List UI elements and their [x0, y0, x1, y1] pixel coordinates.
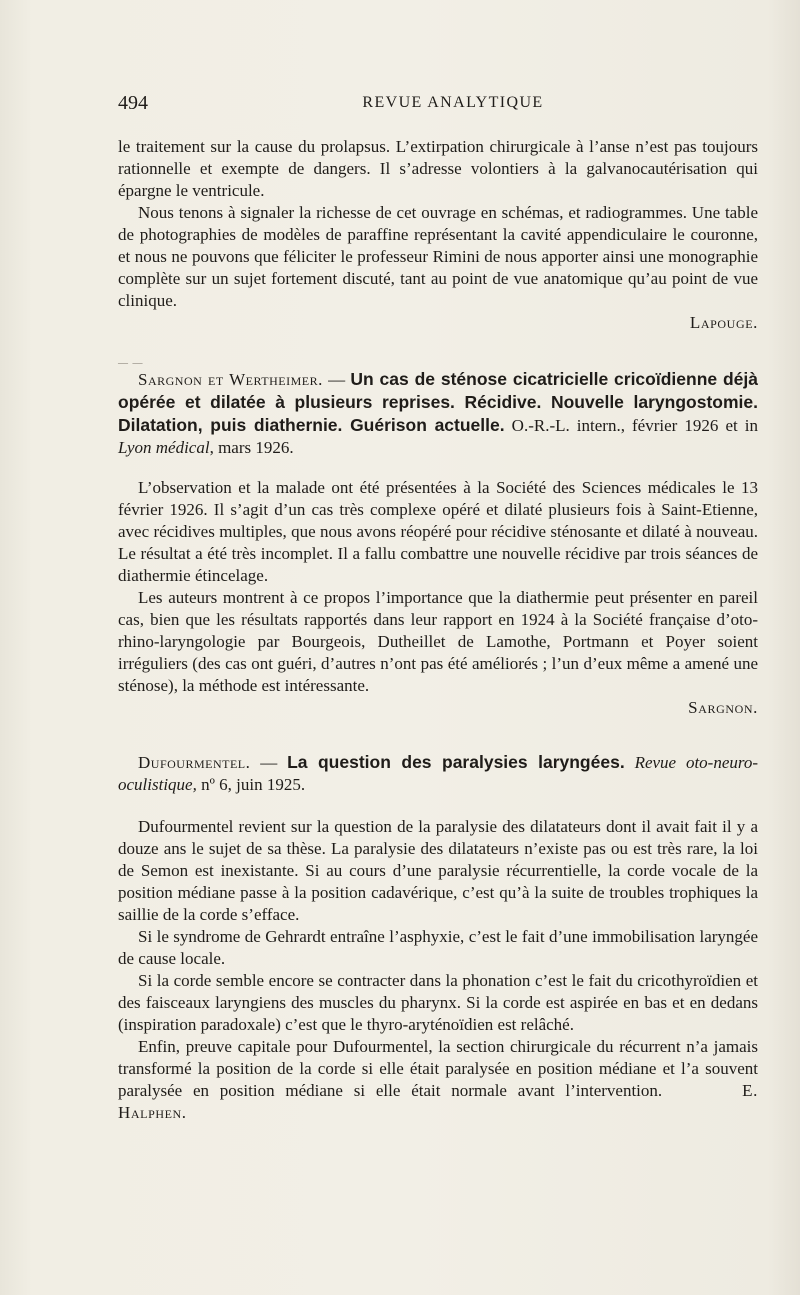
page-header: [118, 92, 758, 118]
ornament-marks: — —: [118, 358, 144, 369]
article-source: O.-R.-L. intern., février 1926 et in: [504, 416, 758, 435]
paragraph-ouvrage: Nous tenons à signaler la richesse de cet ouvrage en schémas, et radiogrammes. Une table de photographies de modèles de paraffine représentant la cavité appendiculaire le couronne, et nous ne pouvons que féliciter le professeur Rimini de nous apporter ainsi une monographie complète sur un sujet fortement discuté, tant au point de vue anatomique qu’au point de vue clinique.: [118, 203, 758, 310]
paragraph-prolapsus: le traitement sur la cause du prolapsus. L’extirpation chirurgicale à l’anse n’est pas toujours rationnelle et exempte de dangers. Il s’adresse volontiers à la galvanocautérisation qui épargne le ventricule.: [118, 137, 758, 200]
article-date: , mars 1926.: [209, 438, 294, 457]
section-gap: [118, 334, 758, 360]
section-gap: [118, 459, 758, 477]
paragraph-dilatateurs: Dufourmentel revient sur la question de la paralysie des dilatateurs dont il avait fait il y a douze ans le sujet de sa thèse. La paralysie des dilatateurs n’existe pas ou est très rare, la loi de Semon est inexistante. Si au cours d’une paralysie récurrentielle, la corde vocale de la position médiane passe à la position cadavérique, c’est qu’à la suite de troubles trophiques la saillie de la corde s’efface.: [118, 817, 758, 924]
running-title: REVUE ANALYTIQUE: [362, 94, 544, 111]
signature-halphen: E. Halphen.: [118, 1081, 758, 1122]
article-title: La question des paralysies laryngées.: [287, 752, 625, 772]
article-heading-dufourmentel: [118, 751, 758, 796]
heading-dash: —: [322, 370, 351, 389]
article-heading-sargnon: [118, 368, 758, 459]
section-gap: [118, 796, 758, 816]
signature-text: Sargnon.: [688, 698, 758, 717]
paragraph-preuve-text: Enfin, preuve capitale pour Dufourmentel, la section chirurgicale du récurrent n’a jamais transformé la position de la corde si elle était paralysée en position médiane et l’a souvent paralysée en position médiane si elle était normale avant l’intervention.: [118, 1037, 758, 1100]
article-authors: Dufourmentel.: [138, 753, 251, 772]
page-number: 494: [118, 92, 148, 114]
paragraph-observation: L’observation et la malade ont été présentées à la Société des Sciences médicales le 13 février 1926. Il s’agit d’un cas très complexe opéré et dilaté plusieurs fois à Saint-Etienne, avec récidives multiples, que nous avons réopéré pour récidive sténosante et dilaté à nouveau. Le résultat a été très incomplet. Il a fallu combattre une nouvelle récidive par trois séances de diathermie étincelage.: [118, 478, 758, 585]
paragraph-phonation: Si la corde semble encore se contracter dans la phonation c’est le fait du cricothyroïdien et des faisceaux laryngiens des muscles du pharynx. Si la corde est aspirée en bas et en dedans (inspiration paradoxale) c’est que le thyro-aryténoïdien est relâché.: [118, 971, 758, 1034]
body-text: [118, 136, 758, 1124]
article-title: Un cas de sténose cicatricielle cricoïdienne déjà opérée et dilatée à plusieurs reprises. Récidive. Nouvelle laryngostomie. Dilatation, puis diathernie. Guérison actuelle.: [118, 369, 758, 435]
article-source: nº 6, juin 1925.: [196, 775, 306, 794]
signature-text: Lapouge.: [689, 313, 758, 332]
article-authors: Sargnon et Wertheimer.: [138, 370, 323, 389]
paragraph-preuve: [118, 1036, 758, 1124]
signature-sargnon: [118, 697, 758, 719]
article-journal: Revue oto-neuro-oculistique,: [118, 753, 759, 794]
article-journal: Lyon médical: [118, 438, 210, 457]
section-gap: [118, 719, 758, 751]
paragraph-gehrardt: Si le syndrome de Gehrardt entraîne l’asphyxie, c’est le fait d’une immobilisation laryngée de cause locale.: [118, 927, 758, 968]
heading-dash: —: [250, 753, 288, 772]
signature-lapouge: [118, 312, 758, 334]
paragraph-auteurs: Les auteurs montrent à ce propos l’importance que la diathermie peut présenter en pareil cas, bien que les résultats rapportés dans leur rapport en 1924 à la Société française d’oto-rhino-laryngologie par Bourgeois, Dutheillet de Lamothe, Portmann et Poyer soient irréguliers (des cas ont guéri, d’autres n’ont pas été améliorés ; l’un d’eux même a amené une sténose), la méthode est intéressante.: [118, 588, 758, 695]
